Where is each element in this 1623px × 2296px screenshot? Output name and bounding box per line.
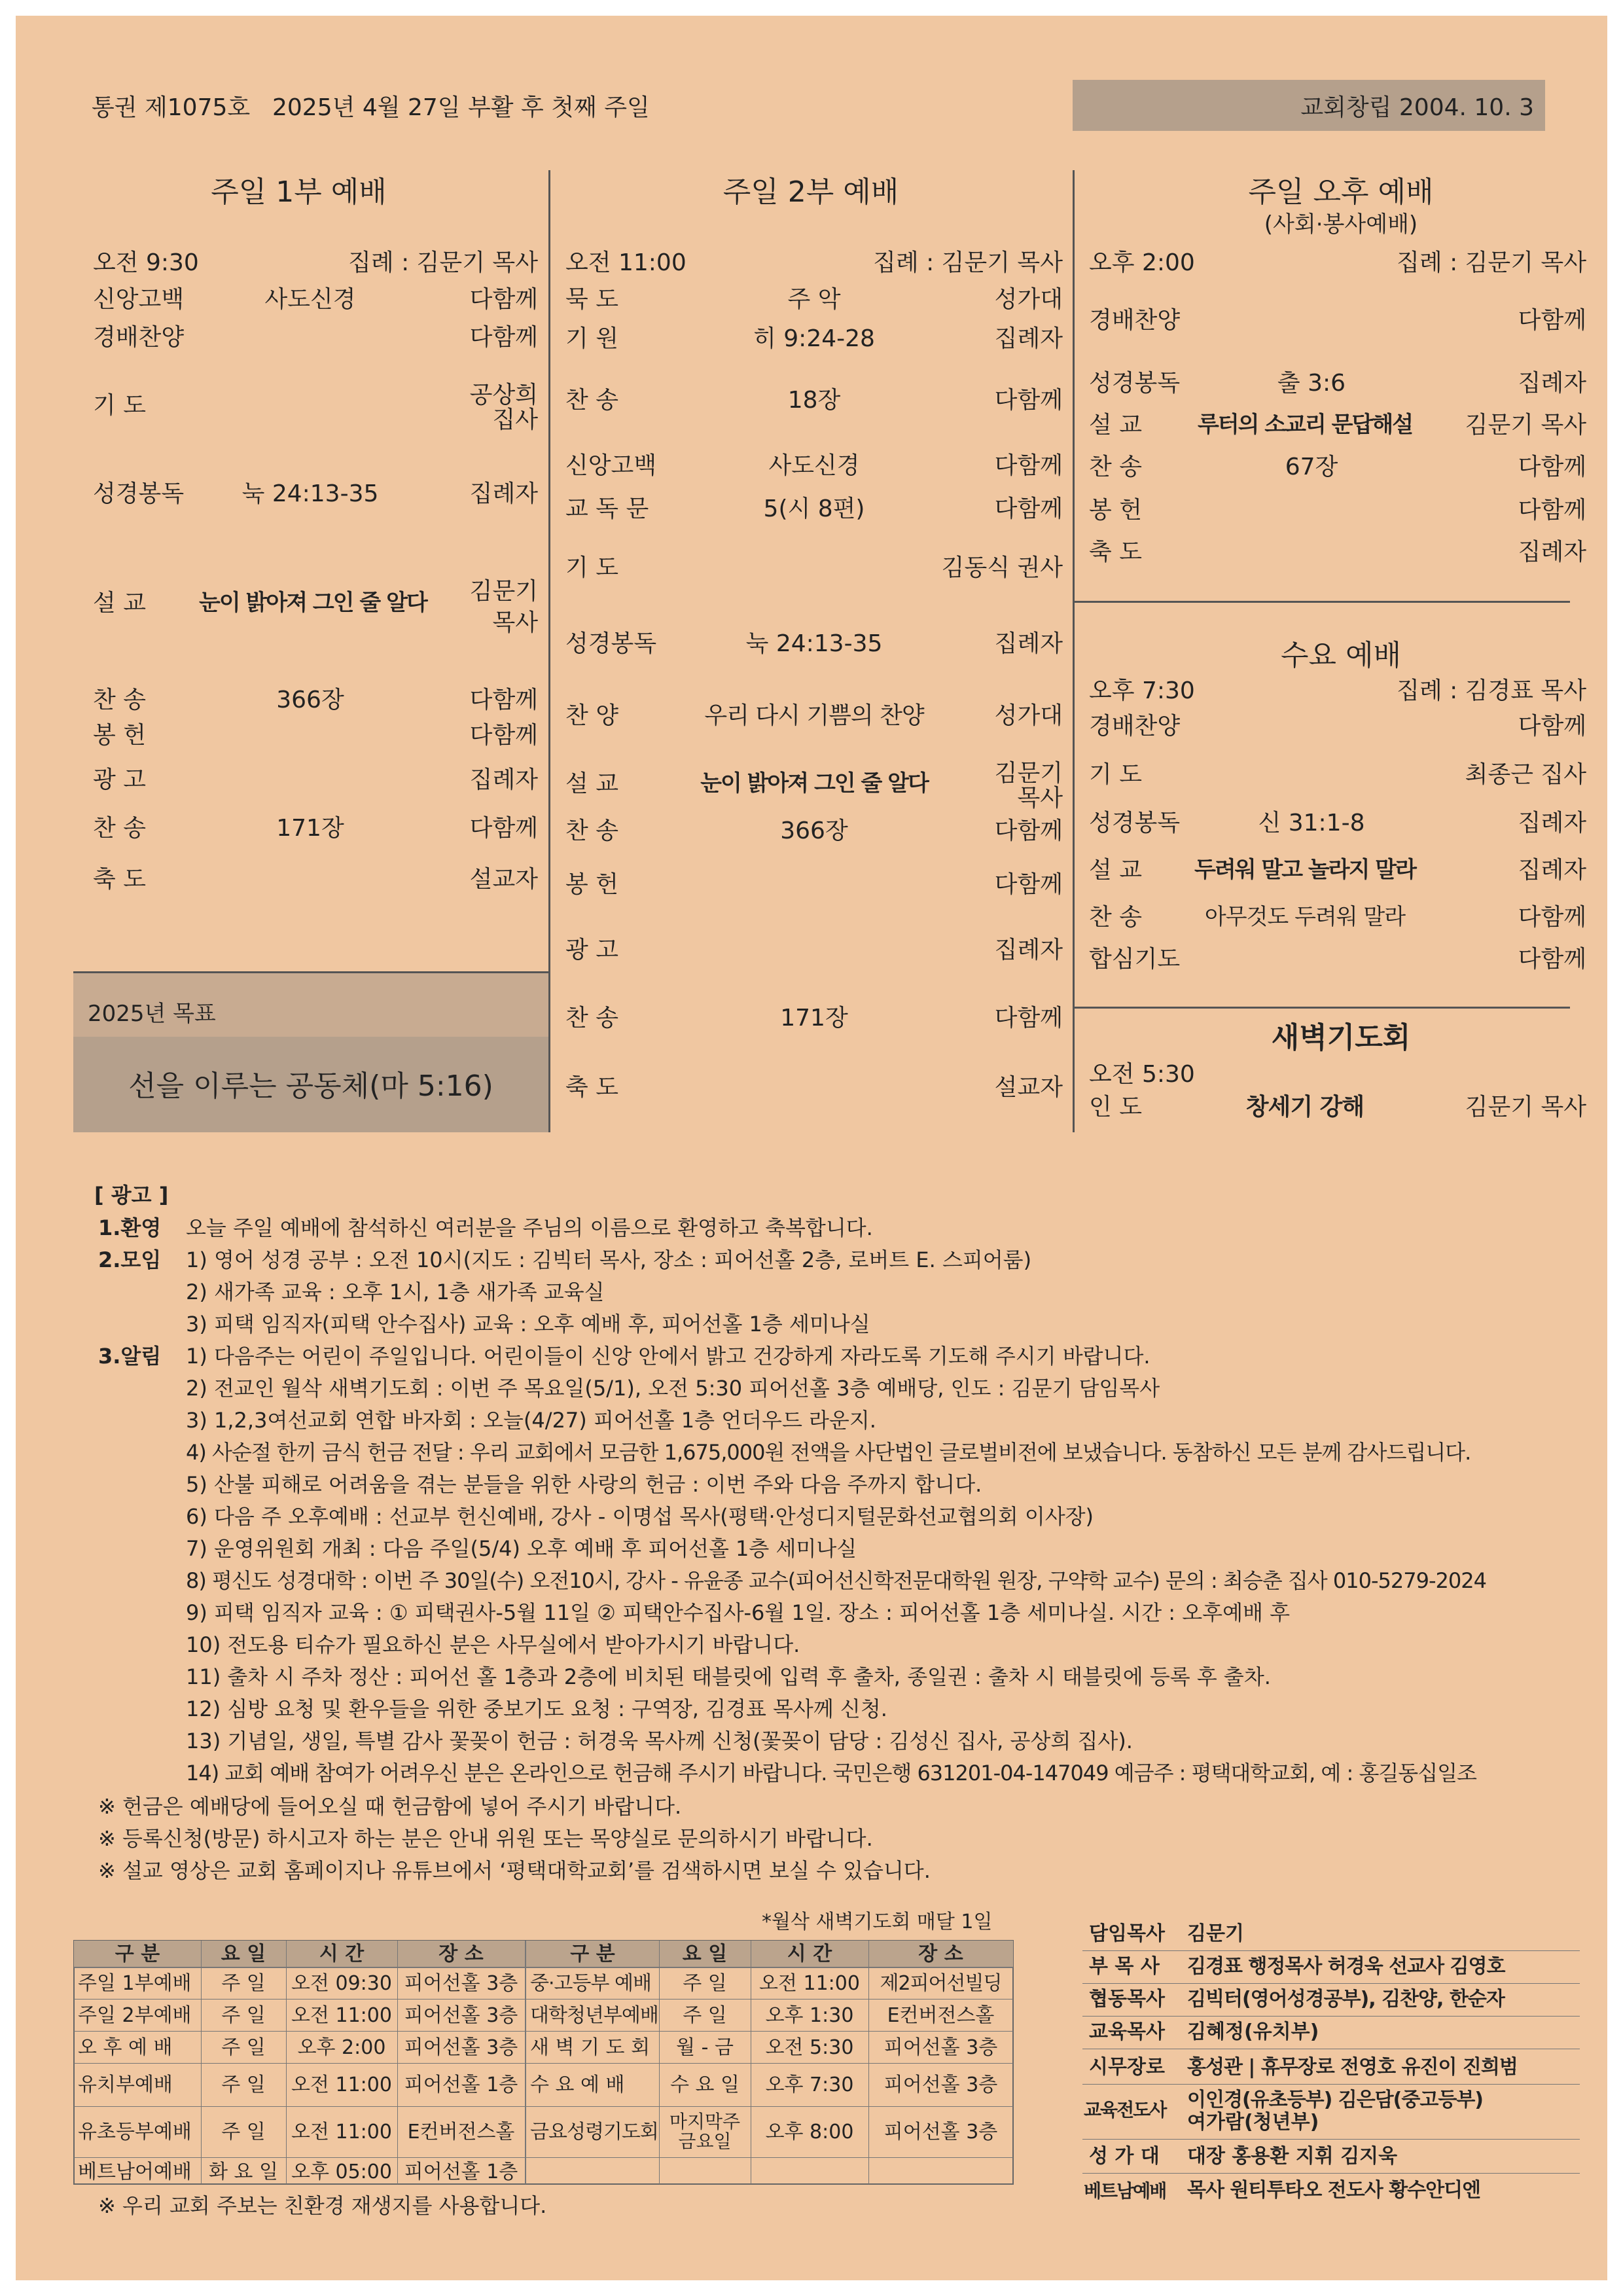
schedule-note: *월삭 새벽기도회 매달 1일 [762,1910,993,1933]
s1-row-content: 사도신경 [264,286,356,313]
s1-row-person: 다함께 [469,286,538,313]
staff-role: 성 가 대 [1089,2145,1160,2168]
staff-names: 목사 원티투타오 전도사 황수안디엔 [1187,2179,1481,2202]
schedule-cell: 중·고등부 예배 [530,1972,651,1995]
s1-row-label: 성경봉독 [93,480,185,507]
service-2-time: 오전 11:00 [565,249,687,276]
s4-row-person: 다함께 [1518,946,1586,973]
staff-role: 베트남예배 [1084,2180,1166,2202]
schedule-cell: 주 일 [221,1972,266,1995]
s1-row-content: 눅 24:13-35 [241,480,379,507]
schedule-cell: 주일 1부예배 [78,1972,192,1995]
staff-rule [1082,1950,1580,1951]
s2-row-person: 다함께 [994,495,1063,522]
s2-row-person: 김동식 권사 [941,554,1063,581]
ad-line: 8) 평신도 성경대학 : 이번 주 30일(수) 오전10시, 강사 - 유윤종 교수(피어선신학전문대학원 원장, 구약학 교수) 문의 : 최승춘 집사 010-5279-2024 [186,1568,1486,1593]
eco-note: ※ 우리 교회 주보는 친환경 재생지를 사용합니다. [98,2193,547,2218]
staff-rule [1082,2173,1580,2174]
service-1-time: 오전 9:30 [93,249,199,276]
s2-row-person: 성가대 [994,702,1063,729]
s3-row-label: 축 도 [1089,539,1142,565]
schedule-header-cell: 장 소 [918,1943,963,1965]
s2-row-content: 히 9:24-28 [753,325,875,352]
s1-row-label: 신앙고백 [93,286,185,313]
schedule-cell: 금요성령기도회 [530,2121,658,2144]
goal-text: 선을 이루는 공동체(마 5:16) [128,1069,493,1103]
s1-row-person: 설교자 [469,866,538,893]
s2-row-person: 집례자 [994,325,1063,352]
staff-role: 협동목사 [1089,1988,1165,2011]
schedule-cell: 오전 11:00 [291,2004,392,2027]
staff-role: 부 목 사 [1089,1955,1160,1978]
s1-row-label: 봉 헌 [93,722,146,749]
service-1-leader: 집례 : 김문기 목사 [348,249,538,276]
service-4-title: 수요 예배 [1280,639,1401,672]
service-1-title: 주일 1부 예배 [211,175,387,209]
staff-names: 이인경(유초등부) 김은담(중고등부) [1187,2089,1484,2111]
s2-row-label: 묵 도 [565,286,618,313]
schedule-row-line [74,1967,1013,1968]
schedule-cell: 오후 8:00 [765,2121,854,2144]
s1-row-label: 축 도 [93,866,146,893]
s1-row-person: 다함께 [469,687,538,713]
s3-row-person: 다함께 [1518,454,1586,480]
s4-row-label: 경배찬양 [1089,713,1181,740]
s4-row-person: 최종근 집사 [1465,761,1586,788]
schedule-row-line [74,2063,1013,2064]
s2-row-label: 찬 송 [565,1005,618,1031]
service-3-subtitle: (사회·봉사예배) [1264,211,1418,238]
schedule-cell: 피어선홀 3층 [883,2036,998,2059]
s4-row-label: 설 교 [1089,857,1142,884]
service-2-title: 주일 2부 예배 [722,175,899,209]
schedule-cell: 수 요 예 배 [530,2073,625,2096]
schedule-col-line [525,1941,526,2184]
s3-row-label: 설 교 [1089,412,1142,439]
s4-row-label: 찬 송 [1089,904,1142,931]
schedule-cell: 제2피어선빌딩 [880,1972,1002,1995]
schedule-cell: 주 일 [221,2121,266,2144]
schedule-cell: 피어선홀 1층 [404,2161,518,2183]
schedule-header-cell: 구 분 [115,1943,160,1965]
s1-row-person: 공상희 [469,382,538,408]
s4-row-content: 두려워 말고 놀라지 말라 [1194,857,1416,883]
bulletin-page [16,16,1607,2280]
ad-line: 11) 출차 시 주차 정산 : 피어선 홀 1층과 2층에 비치된 태블릿에 입력 후 출차, 종일권 : 출차 시 태블릿에 등록 후 출차. [186,1664,1271,1689]
s1-row-person: 다함께 [469,722,538,749]
ad-line: 13) 기념일, 생일, 특별 감사 꽃꽂이 헌금 : 허경욱 목사께 신청(꽃꽂이 담당 : 김성신 집사, 공상희 집사). [186,1729,1133,1753]
s1-row-person-title: 집사 [492,406,538,433]
s2-row-content: 주 악 [787,286,841,313]
schedule-cell: 주 일 [221,2036,266,2059]
s1-row-person: 집례자 [469,766,538,793]
ad-line: 14) 교회 예배 참여가 어려우신 분은 온라인으로 헌금해 주시기 바랍니다. 국민은행 631201-04-147049 예금주 : 평택대학교회, 예 : 홍길동십일조 [186,1761,1476,1785]
staff-rule [1082,1983,1580,1984]
s4-row-content: 아무것도 두려워 말라 [1204,904,1406,930]
s2-row-person: 성가대 [994,286,1063,313]
s2-row-content: 366장 [780,817,848,844]
ad-line: 2) 전교인 월삭 새벽기도회 : 이번 주 목요일(5/1), 오전 5:30 피어선홀 3층 예배당, 인도 : 김문기 담임목사 [186,1376,1160,1401]
s2-row-content: 눈이 밝아져 그인 줄 알다 [700,770,928,797]
s2-row-person: 다함께 [994,452,1063,479]
staff-names: 홍성관 | 휴무장로 전영호 유진이 진희범 [1187,2056,1518,2079]
staff-rule [1082,2084,1580,2085]
schedule-cell: 주일 2부예배 [78,2004,192,2027]
schedule-cell: 유치부예배 [78,2073,173,2096]
schedule-cell: 피어선홀 3층 [404,2004,518,2027]
s1-row-label: 찬 송 [93,687,146,713]
s1-row-label: 기 도 [93,392,146,419]
service-3-time: 오후 2:00 [1089,249,1195,276]
divider-2 [1073,170,1075,1132]
schedule-cell: 마지막주 금요일 [669,2111,741,2152]
divider-1 [548,170,550,1132]
ad-line: 3) 피택 임직자(피택 안수집사) 교육 : 오후 예배 후, 피어선홀 1층 세미나실 [186,1312,870,1336]
announcements-title: [ 광고 ] [94,1183,169,1208]
ad-line: 3) 1,2,3여선교회 연합 바자회 : 오늘(4/27) 피어선홀 1층 언더우드 라운지. [186,1408,876,1433]
s2-row-content: 5(시 8편) [763,495,865,522]
s2-row-label: 신앙고백 [565,452,657,479]
s4-row-person: 다함께 [1518,904,1586,931]
service-3-title: 주일 오후 예배 [1248,175,1434,209]
schedule-cell: 유초등부예배 [78,2121,192,2144]
schedule-row-line [74,2031,1013,2032]
ad-line: 5) 산불 피해로 어려움을 겪는 분들을 위한 사랑의 헌금 : 이번 주와 다음 주까지 합니다. [186,1472,982,1497]
s1-row-person: 다함께 [469,815,538,842]
s1-row-label: 찬 송 [93,815,146,842]
service-2-leader: 집례 : 김문기 목사 [873,249,1063,276]
schedule-cell: E컨버전스홀 [407,2121,515,2144]
s2-row-content: 우리 다시 기쁨의 찬양 [704,702,924,729]
staff-names: 김문기 [1187,1922,1244,1945]
schedule-cell: 베트남어예배 [78,2161,192,2183]
founding-date: 교회창립 2004. 10. 3 [1300,94,1534,121]
schedule-row-line [74,2106,1013,2107]
s1-row-person: 다함께 [469,324,538,351]
bulletin-date: 2025년 4월 27일 부활 후 첫째 주일 [272,94,650,121]
s1-row-content: 눈이 밝아져 그인 줄 알다 [199,590,427,616]
ad-line: 9) 피택 임직자 교육 : ① 피택권사-5월 11일 ② 피택안수집사-6월 1일. 장소 : 피어선홀 1층 세미나실. 시간 : 오후예배 후 [186,1600,1290,1625]
s1-row-person-title: 목사 [492,609,538,636]
s2-row-label: 성경봉독 [565,630,657,657]
s3-row-content: 출 3:6 [1277,370,1346,397]
schedule-cell: 오후 7:30 [765,2073,854,2096]
s2-row-person: 집례자 [994,937,1063,963]
s3-row-content: 67장 [1285,454,1338,480]
s1-row-label: 경배찬양 [93,324,185,351]
s5-row-person: 김문기 목사 [1465,1094,1586,1121]
schedule-cell: 오전 5:30 [765,2036,854,2059]
s2-row-label: 축 도 [565,1074,618,1101]
schedule-cell: 피어선홀 3층 [404,2036,518,2059]
service-4-time: 오후 7:30 [1089,677,1195,704]
ad-line: 오늘 주일 예배에 참석하신 여러분을 주님의 이름으로 환영하고 축복합니다. [186,1215,873,1240]
schedule-header-cell: 요 일 [221,1943,266,1965]
staff-rule [1082,2016,1580,2017]
schedule-cell: 주 일 [221,2073,266,2096]
s1-row-content: 171장 [276,815,344,842]
schedule-cell: 오전 11:00 [291,2121,392,2144]
s4-row-person: 다함께 [1518,713,1586,740]
schedule-cell: 오전 11:00 [291,2073,392,2096]
s3-row-person: 집례자 [1518,539,1586,565]
s4-row-label: 기 도 [1089,761,1142,788]
s4-row-person: 집례자 [1518,857,1586,884]
service-5-title: 새벽기도회 [1271,1021,1411,1054]
ad-line: 2) 새가족 교육 : 오후 1시, 1층 새가족 교육실 [186,1280,605,1304]
s3-row-content: 루터의 소교리 문답해설 [1197,412,1413,438]
s1-row-person: 집례자 [469,480,538,507]
staff-rule [1082,2139,1580,2140]
s4-row-label: 성경봉독 [1089,810,1181,836]
s2-row-label: 기 원 [565,325,618,352]
ad-line: 6) 다음 주 오후예배 : 선교부 헌신예배, 강사 - 이명섭 목사(평택·안성디지털문화선교협의회 이사장) [186,1504,1094,1529]
s4-row-person: 집례자 [1518,810,1586,836]
schedule-cell: 새 벽 기 도 회 [530,2036,651,2059]
ad-line: 1) 다음주는 어린이 주일입니다. 어린이들이 신앙 안에서 밝고 건강하게 자라도록 기도해 주시기 바랍니다. [186,1344,1150,1369]
s3-row-person: 다함께 [1518,307,1586,334]
schedule-cell: 대학청년부예배 [530,2004,658,2027]
staff-names: 여가람(청년부) [1187,2111,1319,2134]
section-rule-2 [1073,1007,1570,1009]
schedule-cell: 수 요 일 [669,2073,740,2096]
service-5-time: 오전 5:30 [1089,1061,1195,1088]
s2-row-person: 다함께 [994,1005,1063,1031]
s2-row-label: 찬 송 [565,817,618,844]
note-line: ※ 등록신청(방문) 하시고자 하는 분은 안내 위원 또는 목양실로 문의하시기 바랍니다. [98,1826,873,1851]
s1-row-label: 설 교 [93,590,146,617]
schedule-cell: E컨버전스홀 [887,2004,995,2027]
schedule-cell: 피어선홀 3층 [883,2121,998,2144]
schedule-header-cell: 요 일 [682,1943,728,1965]
s2-row-person: 집례자 [994,630,1063,657]
schedule-cell: 피어선홀 3층 [404,1972,518,1995]
ad-category: 2.모임 [98,1247,162,1272]
staff-names: 대장 홍용환 지휘 김지욱 [1187,2145,1398,2168]
schedule-header-cell: 시 간 [787,1943,832,1965]
schedule-row-line [74,2157,1013,2158]
s2-row-content: 눅 24:13-35 [745,630,883,657]
schedule-header-cell: 시 간 [319,1943,365,1965]
schedule-cell: 오전 11:00 [759,1972,860,1995]
s2-row-label: 기 도 [565,554,618,581]
s2-row-label: 찬 송 [565,387,618,414]
staff-role: 교육목사 [1089,2020,1165,2043]
s2-row-person: 설교자 [994,1074,1063,1101]
note-line: ※ 설교 영상은 교회 홈페이지나 유튜브에서 ‘평택대학교회’를 검색하시면 보실 수 있습니다. [98,1858,931,1883]
s2-row-label: 설 교 [565,770,618,797]
schedule-cell: 피어선홀 1층 [404,2073,518,2096]
schedule-cell: 오후 2:00 [297,2036,386,2059]
schedule-cell: 주 일 [683,2004,727,2027]
s1-row-person: 김문기 [469,578,538,605]
s2-row-person: 다함께 [994,387,1063,414]
s2-row-label: 봉 헌 [565,871,618,898]
s4-row-content: 신 31:1-8 [1258,810,1365,836]
schedule-header-cell: 장 소 [438,1943,484,1965]
s2-row-content: 171장 [780,1005,848,1031]
s2-row-person: 다함께 [994,817,1063,844]
s5-row-content: 창세기 강해 [1245,1094,1364,1121]
schedule-cell: 피어선홀 3층 [883,2073,998,2096]
schedule-cell: 오전 09:30 [291,1972,392,1995]
schedule-cell: 오후 1:30 [765,2004,854,2027]
s3-row-person: 다함께 [1518,497,1586,524]
ad-line: 4) 사순절 한끼 금식 헌금 전달 : 우리 교회에서 모금한 1,675,000원 전액을 사단법인 글로벌비전에 보냈습니다. 동참하신 모든 분께 감사드립니다. [186,1440,1471,1465]
ad-line: 1) 영어 성경 공부 : 오전 10시(지도 : 김빅터 목사, 장소 : 피어선홀 2층, 로버트 E. 스피어룸) [186,1247,1032,1272]
schedule-cell: 화 요 일 [208,2161,278,2183]
staff-names: 김빅터(영어성경공부), 김찬양, 한순자 [1187,1988,1505,2011]
schedule-cell: 월 - 금 [676,2036,734,2059]
s2-row-content: 사도신경 [768,452,860,479]
s2-row-label: 교 독 문 [565,495,649,522]
s5-row-label: 인 도 [1089,1094,1142,1121]
s3-row-person: 집례자 [1518,370,1586,397]
ad-line: 12) 심방 요청 및 환우들을 위한 중보기도 요청 : 구역장, 김경표 목사께 신청. [186,1696,887,1721]
s4-row-label: 합심기도 [1089,946,1181,973]
s3-row-label: 봉 헌 [1089,497,1142,524]
ad-category: 1.환영 [98,1215,162,1240]
s3-row-label: 경배찬양 [1089,307,1181,334]
ad-line: 7) 운영위원회 개최 : 다음 주일(5/4) 오후 예배 후 피어선홀 1층 세미나실 [186,1536,857,1561]
schedule-cell: 주 일 [221,2004,266,2027]
note-line: ※ 헌금은 예배당에 들어오실 때 헌금함에 넣어 주시기 바랍니다. [98,1794,682,1819]
s1-row-content: 366장 [276,687,344,713]
staff-names: 김경표 행정목사 허경욱 선교사 김영호 [1187,1955,1505,1978]
schedule-row-line [74,1999,1013,2000]
schedule-header-cell: 구 분 [570,1943,615,1965]
service-4-leader: 집례 : 김경표 목사 [1397,677,1586,704]
s2-row-person: 김문기 [994,760,1063,787]
staff-names: 김혜정(유치부) [1187,2020,1319,2043]
schedule-cell: 주 일 [683,1972,727,1995]
staff-role: 시무장로 [1089,2056,1165,2079]
s3-row-person: 김문기 목사 [1465,412,1586,439]
s2-row-person-title: 목사 [1017,785,1063,812]
s3-row-label: 성경봉독 [1089,370,1181,397]
s2-row-content: 18장 [787,387,841,414]
issue-number: 통권 제1075호 [92,94,251,121]
s2-row-person: 다함께 [994,871,1063,898]
schedule-cell: 오 후 예 배 [78,2036,173,2059]
s1-row-label: 광 고 [93,766,146,793]
s2-row-label: 광 고 [565,937,618,963]
ad-line: 10) 전도용 티슈가 필요하신 분은 사무실에서 받아가시기 바랍니다. [186,1632,800,1657]
staff-role: 담임목사 [1089,1922,1165,1945]
goal-label: 2025년 목표 [88,1001,216,1027]
section-rule-1 [1073,601,1570,603]
service-3-leader: 집례 : 김문기 목사 [1397,249,1586,276]
ad-category: 3.알림 [98,1344,162,1369]
s2-row-label: 찬 양 [565,702,618,729]
s3-row-label: 찬 송 [1089,454,1142,480]
staff-role: 교육전도사 [1084,2099,1166,2121]
schedule-cell: 오후 05:00 [291,2161,392,2183]
